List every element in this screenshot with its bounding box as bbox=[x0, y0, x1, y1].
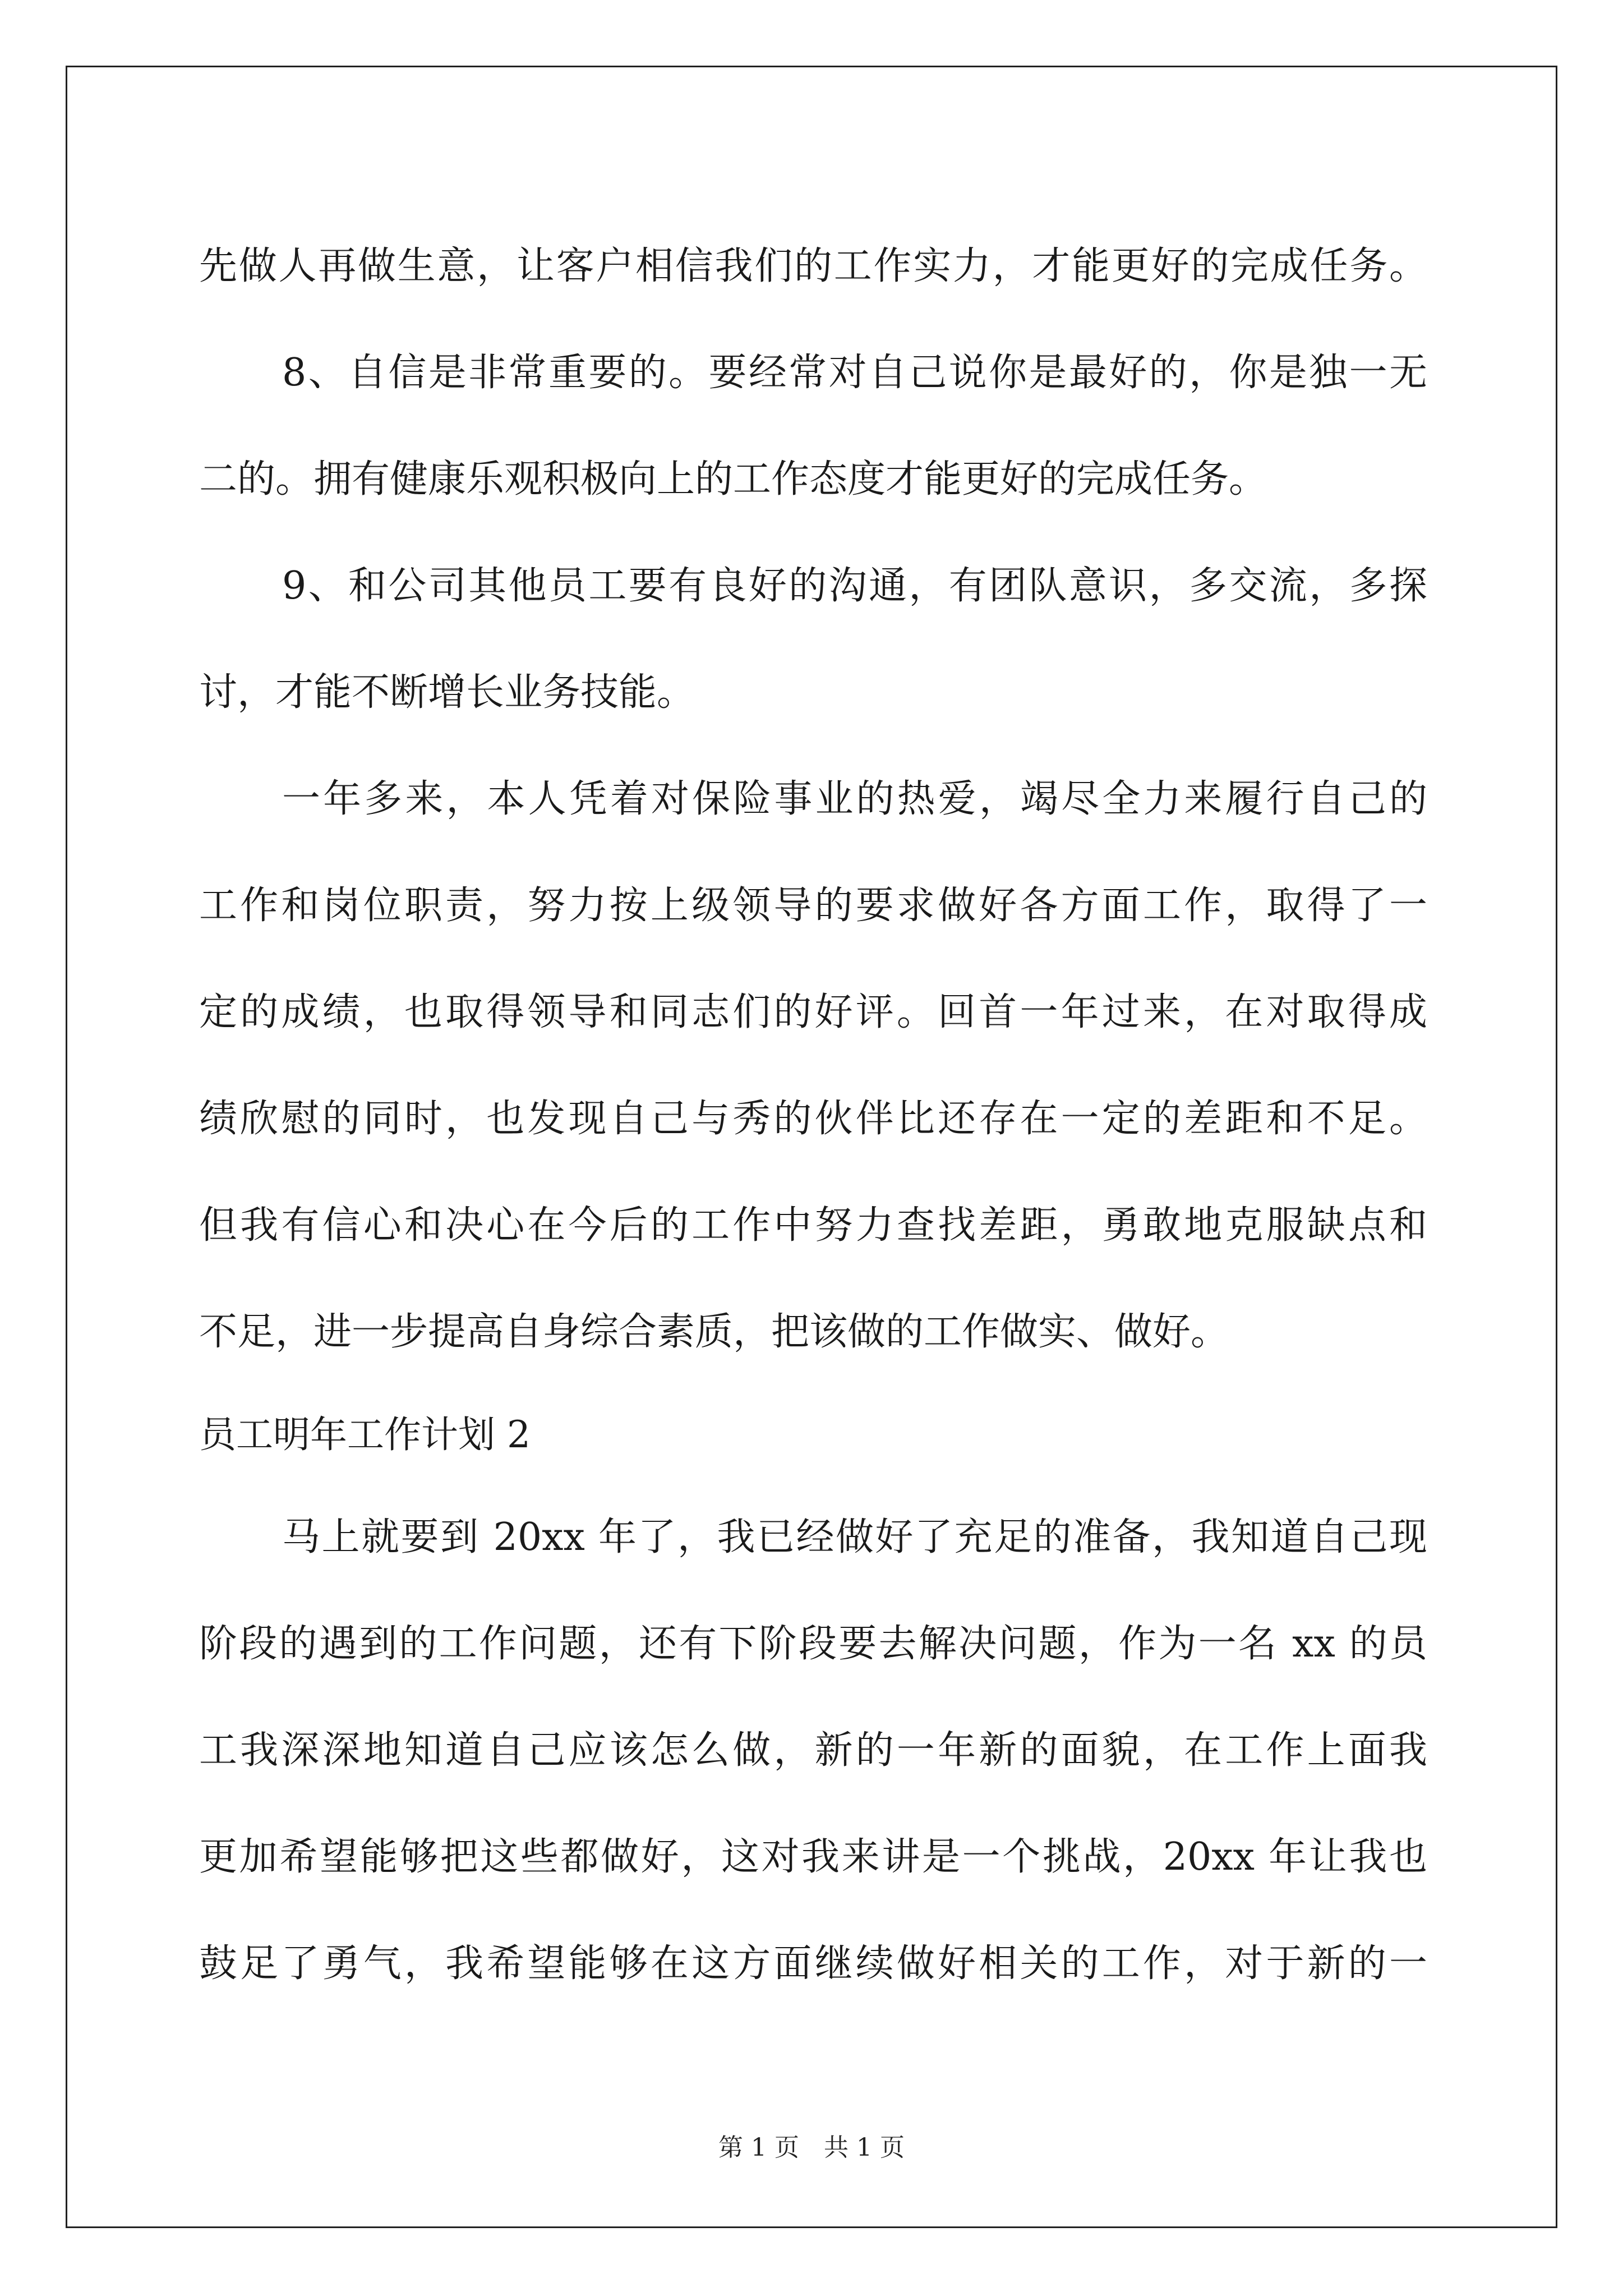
paragraph-line: 工我深深地知道自己应该怎么做，新的一年新的面貌，在工作上面我 bbox=[199, 1728, 1427, 1773]
document-body bbox=[199, 213, 1427, 2017]
paragraph-line: 9、和公司其他员工要有良好的沟通，有团队意识，多交流，多探 bbox=[282, 564, 1427, 608]
paragraph-line: 先做人再做生意，让客户相信我们的工作实力，才能更好的完成任务。 bbox=[199, 244, 1427, 288]
paragraph-line: 8、自信是非常重要的。要经常对自己说你是最好的，你是独一无 bbox=[282, 351, 1427, 395]
section-heading: 员工明年工作计划 2 bbox=[199, 1413, 531, 1456]
paragraph-line: 更加希望能够把这些都做好，这对我来讲是一个挑战，20xx 年让我也 bbox=[199, 1835, 1427, 1879]
paragraph-line: 但我有信心和决心在今后的工作中努力查找差距，勇敢地克服缺点和 bbox=[199, 1203, 1427, 1248]
paragraph-line: 不足，进一步提高自身综合素质，把该做的工作做实、做好。 bbox=[199, 1310, 1229, 1354]
paragraph-line: 一年多来，本人凭着对保险事业的热爱，竭尽全力来履行自己的 bbox=[282, 777, 1427, 821]
page-footer bbox=[0, 2127, 1623, 2163]
paragraph-line: 二的。拥有健康乐观积极向上的工作态度才能更好的完成任务。 bbox=[199, 457, 1267, 501]
paragraph-line: 定的成绩，也取得领导和同志们的好评。回首一年过来，在对取得成 bbox=[199, 990, 1427, 1034]
paragraph-line: 绩欣慰的同时，也发现自己与秀的伙伴比还存在一定的差距和不足。 bbox=[199, 1097, 1427, 1141]
paragraph-line: 讨，才能不断增长业务技能。 bbox=[199, 670, 695, 715]
paragraph-line: 马上就要到 20xx 年了，我已经做好了充足的准备，我知道自己现 bbox=[282, 1515, 1427, 1559]
paragraph-line: 工作和岗位职责，努力按上级领导的要求做好各方面工作，取得了一 bbox=[199, 884, 1427, 928]
paragraph-line: 鼓足了勇气，我希望能够在这方面继续做好相关的工作，对于新的一 bbox=[199, 1941, 1427, 1986]
page-total: 共 1 页 bbox=[824, 2133, 905, 2162]
paragraph-line: 阶段的遇到的工作问题，还有下阶段要去解决问题，作为一名 xx 的员 bbox=[199, 1622, 1427, 1666]
page-number: 第 1 页 bbox=[718, 2133, 799, 2162]
